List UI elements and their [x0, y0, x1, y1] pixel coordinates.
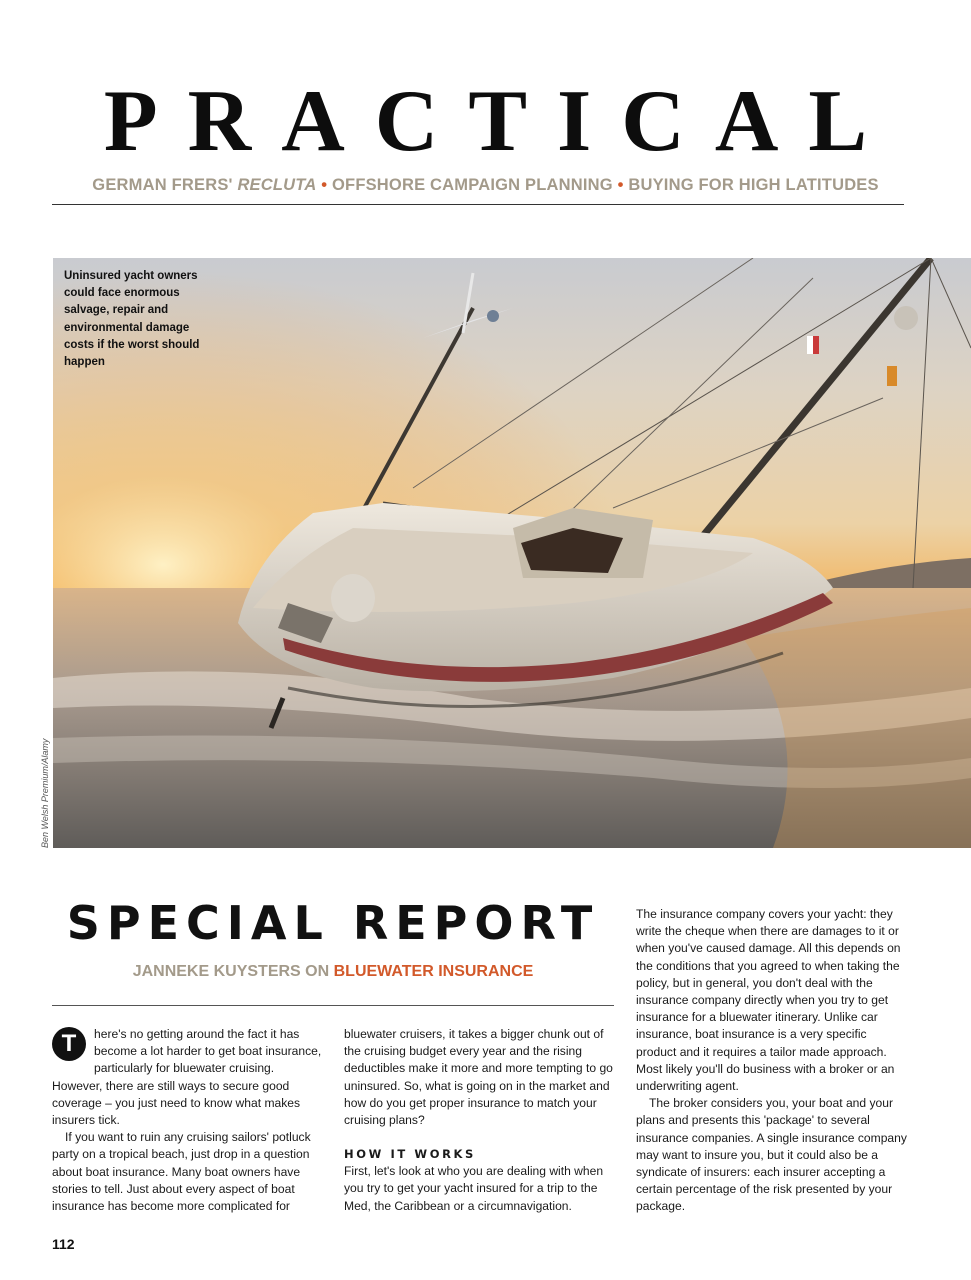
subhead-item-1: GERMAN FRERS' — [92, 176, 238, 194]
subhead-bullet: • — [316, 176, 332, 194]
top-divider — [52, 204, 904, 205]
article-column-1 — [52, 1026, 324, 1215]
article-column-3 — [636, 906, 908, 1216]
subhead-bullet: • — [612, 176, 629, 194]
paragraph-text: here's no getting around the fact it has become a lot harder to get boat insurance, particularly for bluewater cruising. However, there are still ways to secure good coverage – you just need to know what makes insurers tick. — [52, 1027, 322, 1128]
section-heading: HOW IT WORKS — [344, 1147, 476, 1162]
byline-author: JANNEKE KUYSTERS ON — [132, 963, 334, 980]
byline-topic: BLUEWATER INSURANCE — [333, 963, 534, 980]
title-divider — [52, 1005, 614, 1006]
subhead-item-1-italic: RECLUTA — [237, 176, 317, 194]
paragraph: bluewater cruisers, it takes a bigger chunk out of the cruising budget every year and the rising deductibles make it more and more tempting to go uninsured. So, what is going on in the market and how do you get proper insurance to match your cruising plans? — [344, 1027, 613, 1128]
section-subhead — [0, 176, 971, 195]
article-column-2 — [344, 1026, 616, 1215]
photo-caption: Uninsured yacht owners could face enormous salvage, repair and environmental damage costs if the worst should happen — [64, 270, 200, 369]
paragraph: The insurance company covers your yacht: they write the cheque when there are damages to it or when you've caused damage. All this depends on the conditions that you agreed to when taking the policy, but in general, you don't deal with the insurance company directly when you try to get insurance for a bluewater itinerary. Unlike car insurance, boat insurance is a very specific product and it requires a tailor made approach. Most likely you'll do business with a broker or an underwriting agent. — [636, 907, 901, 1094]
subhead-item-3: BUYING FOR HIGH LATITUDES — [628, 176, 879, 194]
article-title: SPECIAL REPORT — [66, 896, 600, 950]
subhead-item-2: OFFSHORE CAMPAIGN PLANNING — [332, 176, 613, 194]
photo-credit: Ben Welsh Premium/Alamy — [40, 738, 50, 848]
article-byline — [52, 963, 614, 981]
paragraph — [52, 1026, 324, 1129]
drop-cap: T — [52, 1027, 86, 1061]
section-masthead: PRACTICAL — [103, 73, 898, 170]
paragraph: The broker considers you, your boat and your plans and presents this 'package' to several insurance companies. A single insurance company may want to insure you, but it could also be a syndicate of insurers: each insurer accepting a certain percentage of the risk presented by your package. — [636, 1096, 907, 1214]
page-number: 112 — [52, 1236, 75, 1252]
paragraph: First, let's look at who you are dealing with when you try to get your yacht insured for a trip to the Med, the Caribbean or a circumnavigation. — [344, 1164, 604, 1213]
paragraph: If you want to ruin any cruising sailors' potluck party on a tropical beach, just drop in a question about boat insurance. Many boat owners have stories to tell. Just about every aspect of boat insurance has become more complicated for — [52, 1130, 311, 1214]
